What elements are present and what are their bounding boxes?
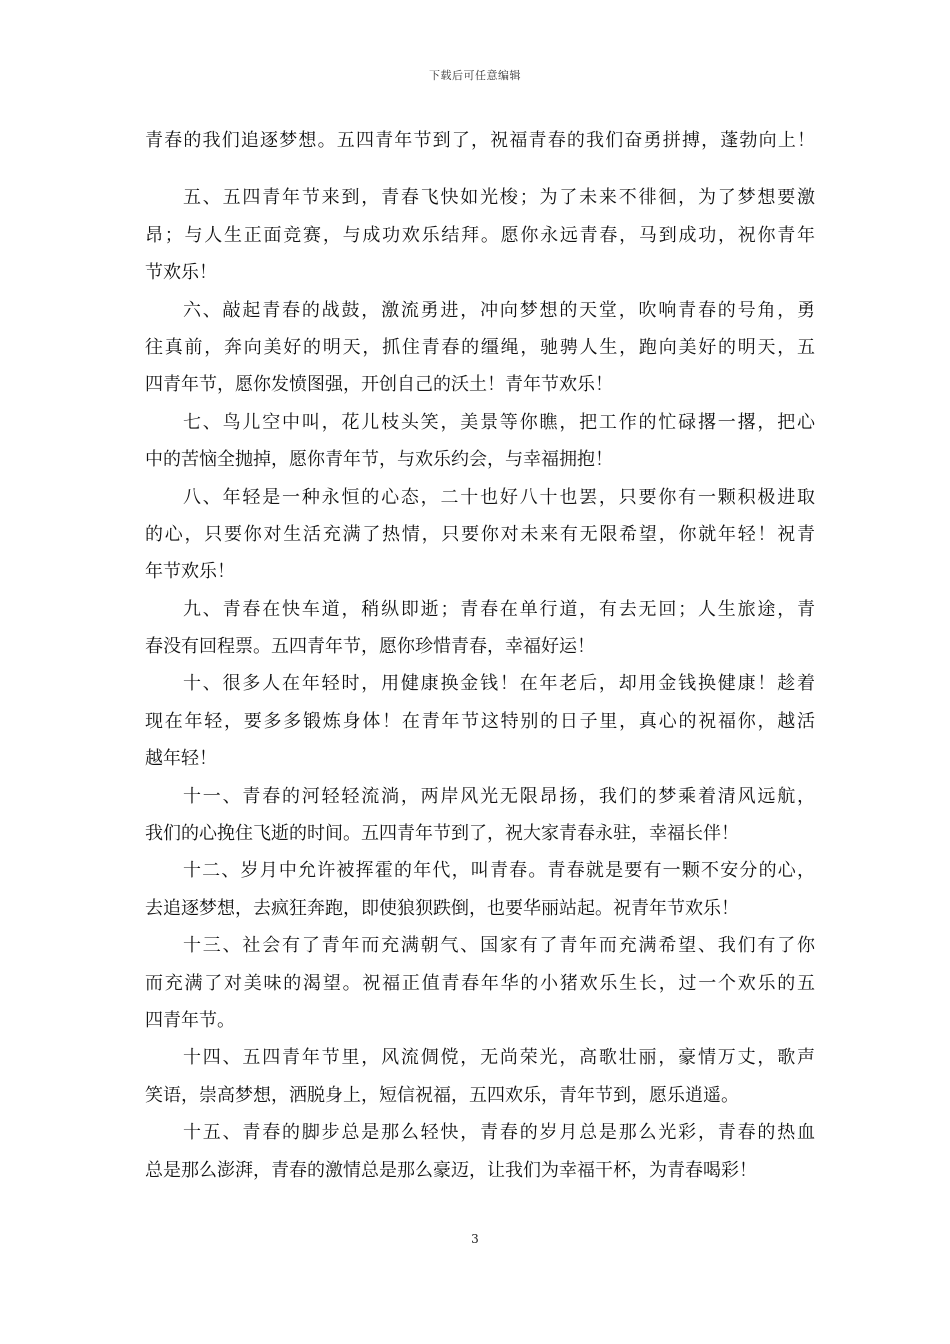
text-line: 昂；与人生正面竞赛，与成功欢乐结拜。愿你永远青春，马到成功，祝你青年 [145, 224, 815, 246]
paragraph [145, 1114, 815, 1189]
text-line: 现在年轻，要多多锻炼身体！在青年节这特别的日子里，真心的祝福你，越活 [145, 710, 815, 732]
paragraph [145, 404, 815, 479]
paragraph [145, 591, 815, 666]
text-line: 年节欢乐！ [145, 561, 235, 583]
text-line: 我们的心挽住飞逝的时间。五四青年节到了，祝大家青春永驻，幸福长伴！ [145, 823, 739, 845]
text-line: 笑语，崇高梦想，洒脱身上，短信祝福，五四欢乐，青年节到，愿乐逍遥。 [145, 1084, 739, 1106]
text-line: 十三、社会有了青年而充满朝气、国家有了青年而充满希望、我们有了你 [183, 935, 815, 957]
text-line: 节欢乐！ [145, 262, 217, 284]
paragraph [145, 1039, 815, 1114]
text-line: 十一、青春的河轻轻流淌，两岸风光无限昂扬，我们的梦乘着清风远航， [183, 785, 815, 807]
text-line: 四青年节。 [145, 1009, 235, 1031]
text-line: 十二、岁月中允许被挥霍的年代，叫青春。青春就是要有一颗不安分的心， [183, 860, 815, 882]
paragraph [145, 927, 815, 1039]
text-line: 青春的我们追逐梦想。五四青年节到了，祝福青春的我们奋勇拼搏，蓬勃向上！ [145, 130, 815, 151]
paragraph [145, 778, 815, 853]
text-line: 越年轻！ [145, 748, 217, 770]
paragraph [145, 122, 815, 159]
text-line: 去追逐梦想，去疯狂奔跑，即使狼狈跌倒，也要华丽站起。祝青年节欢乐！ [145, 897, 739, 919]
document-body [145, 122, 815, 1189]
paragraph [145, 292, 815, 404]
paragraph [145, 852, 815, 927]
paragraph [145, 179, 815, 291]
page-number: 3 [471, 1232, 479, 1246]
text-line: 十四、五四青年节里，风流倜傥，无尚荣光，高歌壮丽，豪情万丈，歌声 [183, 1047, 815, 1069]
text-line: 十、很多人在年轻时，用健康换金钱！在年老后，却用金钱换健康！趁着 [183, 673, 815, 695]
text-line: 七、鸟儿空中叫，花儿枝头笑，美景等你瞧，把工作的忙碌撂一撂，把心 [183, 411, 815, 433]
text-line: 九、青春在快车道，稍纵即逝；青春在单行道，有去无回；人生旅途，青 [183, 598, 815, 620]
paragraph-gap [145, 159, 815, 179]
text-line: 而充满了对美味的渴望。祝福正值青春年华的小猪欢乐生长，过一个欢乐的五 [145, 972, 815, 994]
text-line: 中的苦恼全抛掉，愿你青年节，与欢乐约会，与幸福拥抱！ [145, 449, 613, 471]
text-line: 八、年轻是一种永恒的心态，二十也好八十也罢，只要你有一颗积极进取 [183, 486, 815, 508]
text-line: 的心，只要你对生活充满了热情，只要你对未来有无限希望，你就年轻！祝青 [145, 523, 815, 545]
paragraph [145, 479, 815, 591]
text-line: 五、五四青年节来到，青春飞快如光梭；为了未来不徘徊，为了梦想要激 [183, 187, 815, 209]
text-line: 往真前，奔向美好的明天，抓住青春的缰绳，驰骋人生，跑向美好的明天，五 [145, 336, 815, 358]
text-line: 四青年节，愿你发愤图强，开创自己的沃土！青年节欢乐！ [145, 374, 613, 396]
paragraph [145, 665, 815, 777]
text-line: 六、敲起青春的战鼓，激流勇进，冲向梦想的天堂，吹响青春的号角，勇 [183, 299, 815, 321]
page-header: 下载后可任意编辑 [429, 69, 521, 82]
text-line: 总是那么澎湃，青春的激情总是那么豪迈，让我们为幸福干杯，为青春喝彩！ [145, 1159, 757, 1181]
text-line: 十五、青春的脚步总是那么轻快，青春的岁月总是那么光彩，青春的热血 [183, 1122, 815, 1144]
text-line: 春没有回程票。五四青年节，愿你珍惜青春，幸福好运！ [145, 636, 595, 658]
